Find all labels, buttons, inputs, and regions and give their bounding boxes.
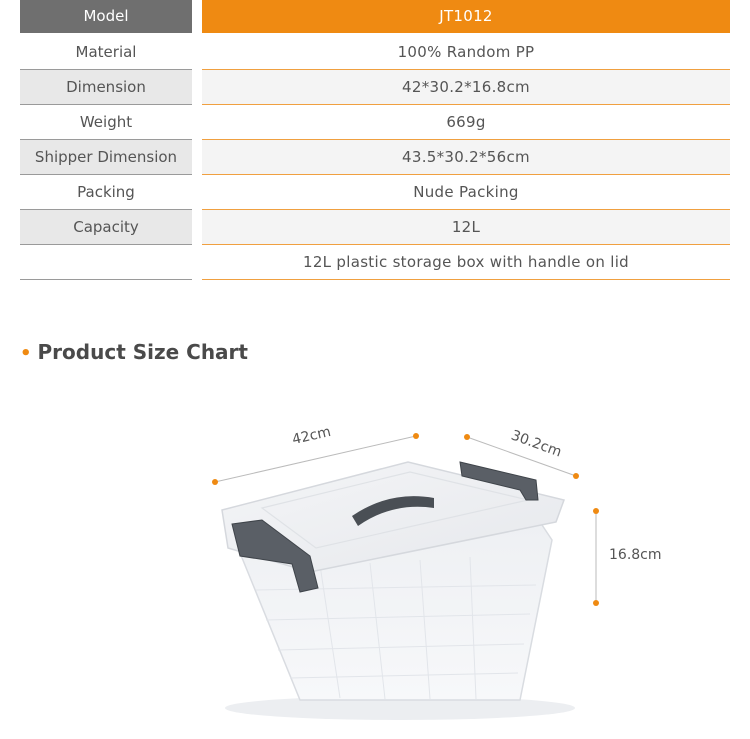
row-value: 43.5*30.2*56cm	[202, 140, 730, 175]
row-label: Weight	[20, 105, 192, 140]
length-label: 42cm	[290, 423, 333, 449]
row-value: 42*30.2*16.8cm	[202, 70, 730, 105]
bullet-dot-icon: •	[20, 343, 32, 364]
row-label: Shipper Dimension	[20, 140, 192, 175]
height-dimension-line	[593, 508, 599, 606]
storage-box-illustration	[222, 462, 575, 720]
row-label: Packing	[20, 175, 192, 210]
height-label: 16.8cm	[609, 547, 662, 563]
section-title-text: Product Size Chart	[37, 340, 248, 364]
row-label: Dimension	[20, 70, 192, 105]
row-value: JT1012	[202, 0, 730, 33]
row-label: Material	[20, 35, 192, 70]
row-label: Model	[20, 0, 192, 33]
row-value: 12L plastic storage box with handle on lid	[202, 245, 730, 280]
row-value: Nude Packing	[202, 175, 730, 210]
row-value: 100% Random PP	[202, 35, 730, 70]
row-label: Capacity	[20, 210, 192, 245]
width-label: 30.2cm	[508, 427, 564, 461]
row-value: 12L	[202, 210, 730, 245]
row-value: 669g	[202, 105, 730, 140]
